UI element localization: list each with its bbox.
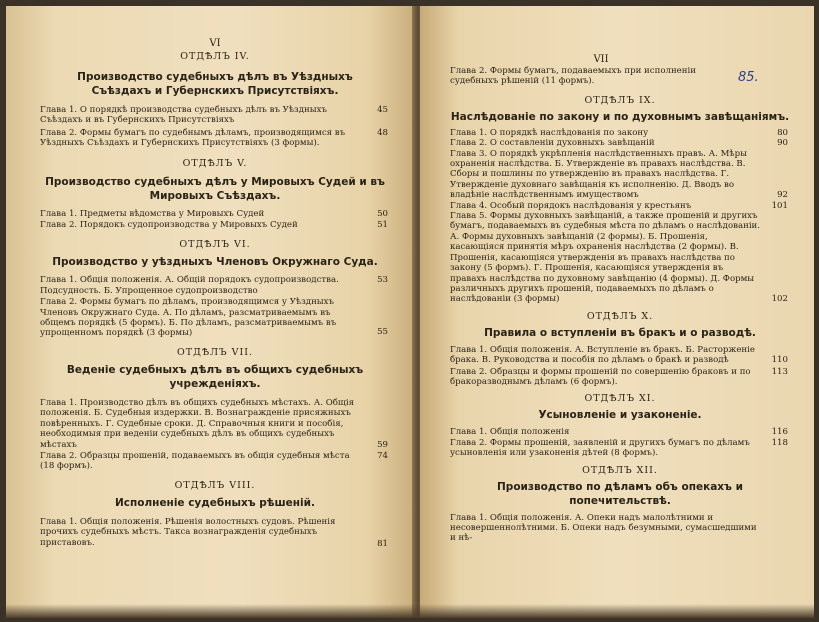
toc-entry — [40, 297, 390, 339]
entry-page: 50 — [377, 208, 388, 219]
entry-page: 118 — [771, 437, 788, 448]
right-page — [420, 6, 814, 618]
section-heading: ОТДѢЛЪ XII. — [582, 464, 658, 476]
toc-entry — [40, 517, 390, 548]
entry-text: Глава 1. Общія положенія. А. Вступленіе въ бракъ. Б. Расторженіе брака. В. Руководства и пособія по дѣламъ о бракѣ и разводѣ — [450, 344, 755, 366]
entry-text: Глава 4. Особый порядокъ наслѣдованія у крестьянъ — [450, 200, 692, 211]
entry-text: Глава 1. Общія положенія. А. Опеки надъ малолѣтними и несовершеннолѣтними. Б. Опеки надъ безумными, сумасшедшими и нѣ- — [450, 512, 757, 544]
section-heading: ОТДѢЛЪ IX. — [584, 94, 656, 106]
section-heading: ОТДѢЛЪ IV. — [180, 51, 250, 62]
book-bottom-edge — [6, 604, 814, 618]
entry-text: Глава 1. О порядкѣ производства судебныхъ дѣлъ въ Уѣздныхъ Съѣздахъ и въ Губернскихъ Присутствіяхъ — [40, 105, 327, 126]
section-heading: ОТДѢЛЪ V. — [182, 157, 248, 169]
toc-entry — [450, 513, 790, 544]
section-heading: ОТДѢЛЪ XI. — [584, 393, 656, 405]
entry-text: Глава 2. Порядокъ судопроизводства у Мировыхъ Судей — [40, 220, 298, 231]
entry-page: 110 — [771, 355, 788, 366]
page-number: VI — [209, 38, 221, 49]
entry-text: Глава 2. Образцы и формы прошеній по совершенію браковъ и по бракоразводнымъ дѣламъ (6 формъ). — [450, 366, 751, 387]
entry-text: Глава 1. Производство дѣлъ въ общихъ судебныхъ мѣстахъ. А. Общія положенія. Б. Судебныя издержки. В. Вознагражденіе присяжныхъ повѣренныхъ. Г. Судебные сроки. Д. Справочныя книги и пособія, необходимыя при веденіи судебныхъ дѣлъ въ общихъ судебныхъ мѣстахъ — [40, 397, 355, 450]
section-heading: ОТДѢЛЪ VI. — [179, 239, 251, 251]
toc-entry — [450, 201, 790, 211]
toc-entry — [450, 367, 790, 388]
toc-entry — [40, 451, 390, 472]
entry-text: Глава 1. Общія положенія. Рѣшенія волостныхъ судовъ. Рѣшенія прочихъ судебныхъ мѣстъ. Такса вознагражденія судебныхъ приставовъ. — [40, 516, 336, 548]
entry-page: 102 — [771, 294, 788, 305]
toc-entry — [450, 427, 790, 437]
toc-entry — [450, 66, 790, 87]
section-title: Производство у уѣздныхъ Членовъ Окружнаго Суда. — [52, 256, 378, 269]
toc-entry — [40, 128, 390, 149]
left-page — [6, 6, 416, 618]
entry-page: 92 — [777, 190, 788, 201]
open-book — [6, 6, 814, 618]
entry-page: 81 — [377, 538, 388, 549]
toc-entry — [450, 438, 790, 459]
entry-page: 59 — [377, 439, 388, 450]
section-heading: ОТДѢЛЪ VIII. — [174, 479, 256, 491]
entry-text: Глава 2. Формы бумагъ по дѣламъ, производящимся у Уѣздныхъ Членовъ Окружнаго Суда. А. По дѣламъ, разсматриваемымъ въ общемъ порядкѣ (5 формъ). Б. По дѣламъ, разсматриваемымъ въ упрощенномъ порядкѣ (3 формы) — [40, 297, 337, 339]
entry-text: Глава 2. Образцы прошеній, подаваемыхъ въ общія судебныя мѣста (18 формъ). — [40, 450, 350, 472]
toc-entry — [40, 220, 390, 230]
entry-page: 45 — [377, 105, 388, 115]
section-title: Производство судебныхъ дѣлъ у Мировыхъ Судей и въ Мировыхъ Съѣздахъ. — [45, 175, 385, 202]
entry-text: Глава 2. Формы бумагъ по судебнымъ дѣламъ, производящимся въ Уѣздныхъ Съѣздахъ и Губернскихъ Присутствіяхъ (3 формы). — [40, 127, 346, 149]
entry-page: 101 — [771, 200, 788, 211]
entry-text: Глава 2. Формы прошеній, заявленій и другихъ бумагъ по дѣламъ усыновленія или узаконенія дѣтей (8 формъ). — [450, 437, 750, 459]
entry-page: 113 — [771, 366, 788, 377]
toc-entry — [40, 275, 390, 296]
entry-text: Глава 1. Предметы вѣдомства у Мировыхъ Судей — [40, 208, 265, 219]
toc-entry — [40, 398, 390, 450]
section-title: Наслѣдованіе по закону и по духовнымъ завѣщаніямъ. — [450, 110, 790, 123]
entry-text: Глава 5. Формы духовныхъ завѣщаній, а также прошеній и другихъ бумагъ, подаваемыхъ въ судебныя мѣста по дѣламъ о наслѣдованіи. А. Формы духовныхъ завѣщаній (2 формы). Б. Прошенія, касающіяся принятія мѣръ охраненія наслѣдства (2 формы). В. Прошенія, касающіяся утвержденія въ правахъ наслѣдства по закону (5 формъ). Г. Прошенія, касающіяся утвержденія въ правахъ наслѣдства по духовному завѣщанію (4 формы). Д. Формы различныхъ другихъ прошеній, подаваемыхъ по дѣламъ о наслѣдованіи (3 формы) — [450, 211, 761, 305]
section-title: Веденіе судебныхъ дѣлъ въ общихъ судебныхъ учрежденіяхъ. — [66, 363, 364, 390]
entry-text: Глава 3. О порядкѣ укрѣпленія наслѣдственныхъ правъ. А. Мѣры охраненія наслѣдства. Б. Утвержденіе въ правахъ наслѣдства. В. Сборы и пошлины по утвержденію въ правахъ наслѣдства. Г. Утвержденіе духовнаго завѣщанія къ исполненію. Д. Вводъ во владѣніе наслѣдственнымъ имуществомъ — [450, 148, 747, 201]
entry-page: 116 — [771, 427, 788, 438]
entry-page: 48 — [377, 127, 388, 138]
entry-text: Глава 2. О составленіи духовныхъ завѣщаній — [450, 138, 655, 149]
section-title: Производство судебныхъ дѣлъ въ Уѣздныхъ Съѣздахъ и Губернскихъ Присутствіяхъ. — [77, 71, 353, 97]
toc-entry — [450, 149, 790, 201]
section-title: Исполненіе судебныхъ рѣшеній. — [115, 496, 315, 509]
toc-entry — [40, 105, 390, 126]
toc-entry — [40, 209, 390, 219]
toc-entry — [450, 345, 790, 366]
toc-entry — [450, 211, 790, 305]
entry-page: 55 — [377, 327, 388, 338]
section-heading: ОТДѢЛЪ X. — [586, 310, 654, 322]
entry-text: Глава 1. Общія положенія — [450, 427, 570, 438]
section-title: Правила о вступленіи въ бракъ и о разводѣ. — [484, 326, 756, 339]
section-title: Производство по дѣламъ объ опекахъ и попечительствѣ. — [497, 480, 743, 507]
section-heading: ОТДѢЛЪ VII. — [177, 346, 253, 358]
entry-text: Глава 2. Формы бумагъ, подаваемыхъ при исполненіи судебныхъ рѣшеній (11 формъ). — [450, 66, 696, 87]
entry-text: Глава 1. О порядкѣ наслѣдованія по закону — [450, 127, 649, 138]
entry-page: 80 — [777, 127, 788, 138]
entry-text: Глава 1. Общія положенія. А. Общій порядокъ судопроизводства. Подсудность. Б. Упрощенное судопроизводство — [40, 275, 339, 296]
entry-page: 53 — [377, 275, 388, 286]
toc-entry — [450, 128, 790, 138]
section-title: Усыновленіе и узаконеніе. — [538, 409, 702, 422]
handwritten-note: 85. — [738, 70, 759, 85]
toc-entry — [450, 138, 790, 148]
entry-page: 51 — [377, 220, 388, 231]
entry-page: 74 — [377, 450, 388, 461]
entry-page: 90 — [777, 138, 788, 149]
page-number: VII — [593, 54, 609, 65]
